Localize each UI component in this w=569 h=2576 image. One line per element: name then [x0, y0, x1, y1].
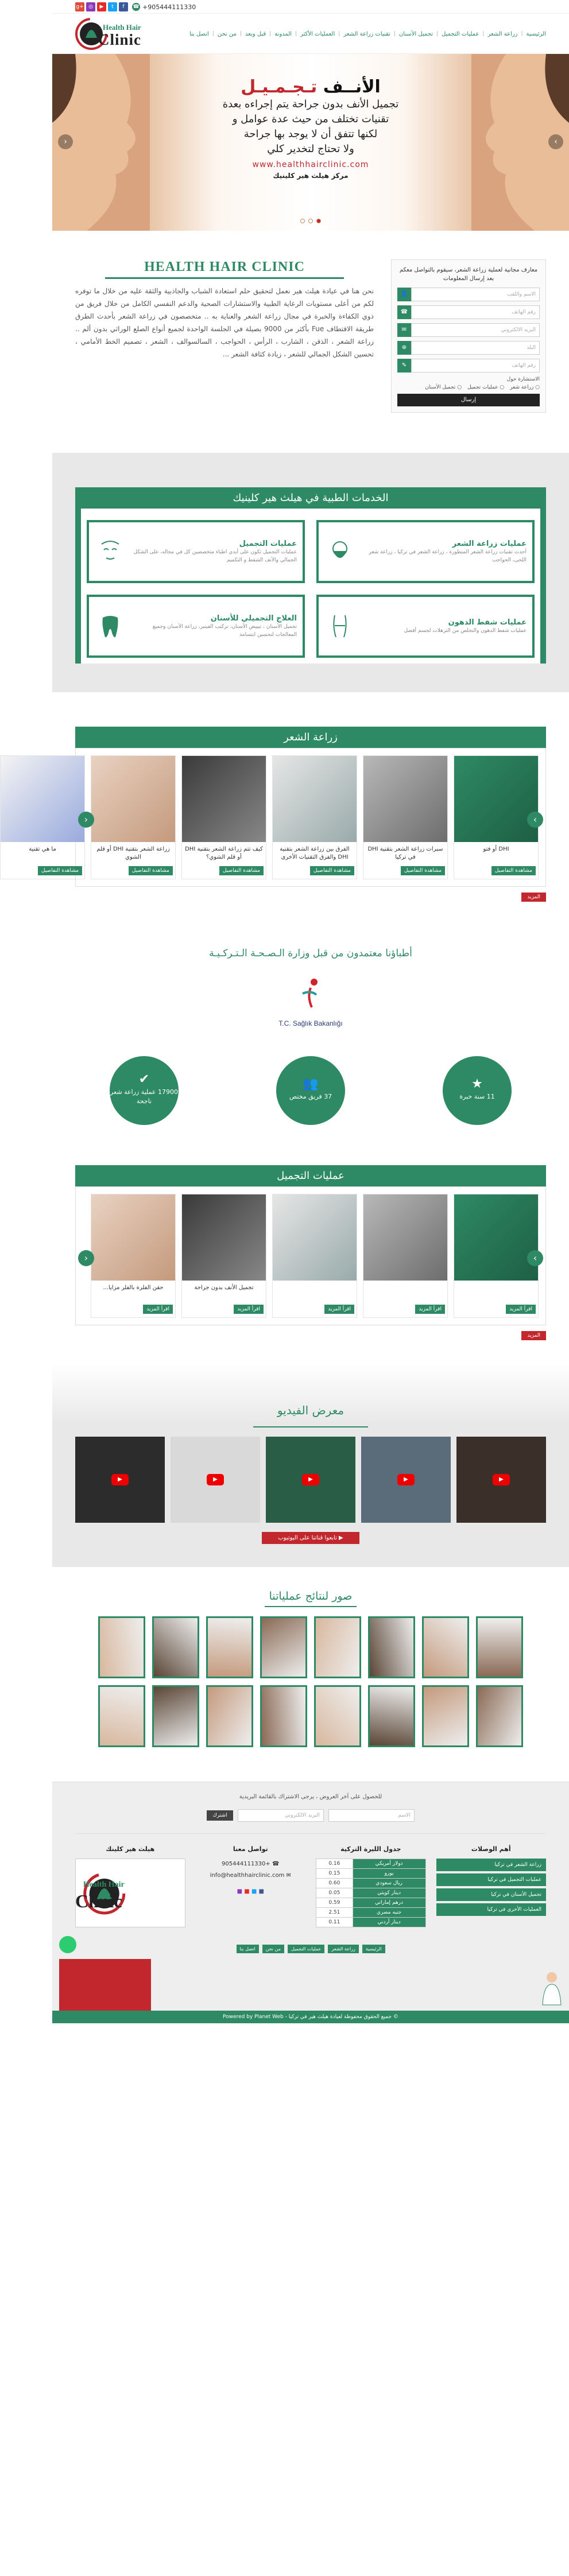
stat-circle	[276, 1056, 345, 1125]
facebook-icon[interactable]: ■	[258, 1888, 264, 1895]
logo-line2: Clinic	[98, 31, 142, 48]
card-image	[454, 756, 538, 842]
hair-more-button[interactable]: المزيد	[521, 893, 546, 902]
form-input[interactable]: الاسم واللقب	[411, 288, 540, 301]
carousel-card[interactable]	[454, 755, 539, 879]
phone-link[interactable]: ☎ +905444111330	[133, 3, 196, 11]
service-description: عمليات شفط الدهون والتخلص من الترهلات لجسم أفضل	[404, 627, 527, 634]
nav-item[interactable]: المدونة	[274, 30, 292, 37]
result-photo[interactable]	[98, 1685, 145, 1747]
footer-bottom-link[interactable]: عمليات التجميل	[288, 1945, 324, 1953]
about-title: HEALTH HAIR CLINIC	[144, 259, 305, 274]
card-image	[182, 756, 266, 842]
carousel-prev-arrow[interactable]: ‹	[78, 1250, 94, 1266]
currency-name: دولار أمريكي	[353, 1859, 425, 1869]
card-image	[91, 1194, 175, 1281]
card-image	[91, 756, 175, 842]
logo-line1: Health Hair	[103, 23, 141, 32]
results-divider	[265, 1606, 357, 1607]
header	[52, 14, 569, 54]
card-detail-button[interactable]: اقرأ المزيد	[143, 1305, 173, 1314]
facebook-icon[interactable]: f	[119, 2, 128, 11]
result-photo[interactable]	[314, 1685, 361, 1747]
stats-row	[75, 1056, 546, 1125]
newsletter-name-input[interactable]: الاسم	[328, 1809, 415, 1822]
logo[interactable]	[75, 16, 156, 52]
stat-text: 11 سنة خبرة	[459, 1093, 495, 1100]
footer-bottom-link[interactable]: من نحن	[262, 1945, 284, 1953]
footer-logo	[76, 1859, 185, 1928]
stat-circle	[443, 1056, 512, 1125]
footer-contact-column: تواصل معنا ☎ +905444111330 ✉ info@healthhairclinic.com ■ ■ ■ ■	[196, 1845, 306, 1898]
play-icon[interactable]: ▶	[302, 1474, 319, 1485]
nav-item[interactable]: تجميل الأسنان	[398, 30, 433, 37]
card-title: كيف تتم زراعة الشعر بتقنية DHI أو قلم الشوي؟	[185, 846, 263, 860]
hair-carousel	[29, 748, 546, 887]
hero-title: الأنــف تـجـمـيـل	[241, 77, 381, 97]
result-photo[interactable]	[206, 1616, 253, 1678]
result-photo[interactable]	[368, 1616, 415, 1678]
form-choice-radio[interactable]: ○ عمليات تجميل	[467, 385, 505, 390]
service-description: أحدث تقنيات زراعة الشعر المتطورة ، زراعة الشعر في تركيا ، زراعة شعر اللحى، الحواجب	[369, 549, 527, 563]
service-description: عمليات التجميل تكون على أيدي اطباء متخصصين كل في مجاله، على الشكل الجمالي والأنف الشفط و التكميم	[133, 549, 297, 563]
phone-icon: ☎	[397, 305, 411, 319]
form-note: الاستشارة حول	[506, 377, 540, 382]
age-icon: ✎	[397, 359, 411, 373]
about-divider	[105, 277, 344, 279]
footer-bottom-links	[75, 1939, 546, 1959]
currency-row	[316, 1879, 426, 1888]
hero-line: لكنها تتفق أن لا يوجد بها جراحة	[243, 128, 378, 140]
carousel-next-arrow[interactable]: ›	[527, 1250, 543, 1266]
card-image	[182, 1194, 266, 1281]
play-icon[interactable]: ▶	[111, 1474, 129, 1485]
currency-row	[316, 1888, 426, 1898]
footer-phone[interactable]: ☎ +905444111330	[222, 1861, 280, 1867]
hair-carousel-title: زراعة الشعر	[75, 727, 546, 748]
doctors-section	[52, 925, 569, 1045]
card-detail-button[interactable]: مشاهدة التفاصيل	[219, 866, 264, 875]
result-photo[interactable]	[422, 1616, 469, 1678]
nav-separator: |	[269, 31, 272, 37]
nav-separator: |	[338, 31, 340, 37]
svg-text:Clinic: Clinic	[75, 1891, 122, 1911]
promo-badge[interactable]	[59, 1959, 151, 2011]
form-input[interactable]: البلد	[411, 341, 540, 355]
service-description: تجميل الأسنان ، تبييض الأسنان، تركيب الفينير، زراعة الأسنان وجميع المعالجات لتحسين ابتسامة	[152, 623, 297, 638]
newsletter-form	[75, 1803, 546, 1834]
cosmetic-carousel-title: عمليات التجميل	[75, 1165, 546, 1186]
hero-next-arrow[interactable]: ›	[548, 134, 563, 149]
card-title: DHI أو فتو	[483, 846, 509, 852]
footer-link[interactable]: زراعة الشعر في تركيا	[436, 1859, 547, 1871]
instagram-icon[interactable]: ■	[237, 1888, 243, 1895]
footer-link[interactable]: العمليات الأخرى في تركيا	[436, 1903, 547, 1916]
card-detail-button[interactable]: مشاهدة التفاصيل	[491, 866, 536, 875]
play-icon[interactable]: ▶	[207, 1474, 224, 1485]
footer-link[interactable]: تجميل الأسنان في تركيا	[436, 1888, 547, 1901]
youtube-icon[interactable]: ■	[244, 1888, 250, 1895]
currency-name: ريال سعودي	[353, 1879, 425, 1888]
nav-separator: |	[212, 31, 214, 37]
currency-row	[316, 1859, 426, 1869]
hero-line: تقنيات تختلف من حيث عدة عوامل و	[232, 113, 389, 125]
body-icon	[324, 611, 355, 642]
result-photo[interactable]	[152, 1685, 199, 1747]
newsletter-email-input[interactable]: البريد الالكتروني	[238, 1809, 324, 1822]
footer-link[interactable]: عمليات التجميل في تركيا	[436, 1873, 547, 1886]
twitter-icon[interactable]: ■	[251, 1888, 257, 1895]
services-grid	[87, 509, 535, 658]
svg-text:Health Hair: Health Hair	[83, 1880, 125, 1889]
tooth-icon	[95, 611, 126, 642]
submit-button[interactable]: إرسال	[397, 394, 540, 406]
form-choice-radio[interactable]: ○ تجميل الأسنان	[425, 385, 462, 390]
form-row	[397, 288, 540, 301]
hero-line: ولا تحتاج لتخدير كلي	[267, 143, 354, 155]
ministry-logo	[270, 968, 351, 1031]
nav-item[interactable]: الرئيسية	[526, 30, 546, 37]
card-title: سبرات زراعة الشعر بتقنية DHI في تركيا	[367, 846, 443, 860]
carousel-card[interactable]	[363, 755, 448, 879]
carousel-card[interactable]	[181, 1194, 266, 1318]
result-photo[interactable]	[260, 1685, 307, 1747]
video-thumbnail[interactable]	[456, 1437, 546, 1523]
team-icon: 👥	[303, 1077, 319, 1091]
nav-separator: |	[436, 31, 439, 37]
twitter-icon[interactable]: t	[108, 2, 117, 11]
card-detail-button[interactable]: مشاهدة التفاصيل	[129, 866, 173, 875]
nav-separator: |	[239, 31, 242, 37]
video-thumbnail[interactable]	[75, 1437, 165, 1523]
footer-bottom-link[interactable]: اتصل بنا	[237, 1945, 259, 1953]
footer-contact	[196, 1859, 306, 1898]
card-detail-button[interactable]: اقرأ المزيد	[506, 1305, 536, 1314]
card-title	[454, 1281, 538, 1305]
hero-prev-arrow[interactable]: ‹	[58, 134, 73, 149]
form-input[interactable]: رقم الهاتف	[411, 305, 540, 319]
instagram-icon[interactable]: ◎	[86, 2, 95, 11]
services-title: الخدمات الطبية في هيلث هير كلينيك	[233, 492, 389, 504]
main-nav	[189, 31, 546, 37]
about-section	[52, 231, 569, 453]
service-text	[362, 540, 527, 564]
google-plus-icon[interactable]: g+	[75, 2, 84, 11]
result-photo[interactable]	[152, 1616, 199, 1678]
hero-dot[interactable]	[300, 219, 305, 223]
nav-separator: |	[482, 31, 485, 37]
service-text	[133, 614, 297, 639]
nav-separator: |	[393, 31, 396, 37]
nav-item[interactable]: اتصل بنا	[189, 30, 209, 37]
form-fields	[397, 288, 540, 373]
currency-value: 2.51	[316, 1908, 353, 1918]
form-input[interactable]: رقم الهاتف	[411, 359, 540, 373]
carousel-card[interactable]	[91, 1194, 176, 1318]
currency-row	[316, 1918, 426, 1927]
youtube-button[interactable]: ▶ تابعوا قناتنا على اليوتيوب	[262, 1532, 359, 1544]
star-icon: ★	[471, 1077, 483, 1091]
carousel-card[interactable]	[454, 1194, 539, 1318]
card-image	[363, 1194, 447, 1281]
service-card[interactable]	[316, 595, 535, 658]
currency-name: دينار أردني	[353, 1918, 425, 1927]
about-text-block	[75, 259, 374, 413]
nav-item[interactable]: عمليات التجميل	[442, 30, 479, 37]
form-row	[397, 305, 540, 319]
footer-rates-column: جدول الليرة التركية دولار أمريكي 0.16 يورو 0.15 ريال سعودي 0.60 دينار كويتي 0.05 درهم إماراتي 0.59 جنيه مصري 2.51 دينار أردني 0.11	[316, 1845, 426, 1927]
card-detail-button[interactable]: اقرأ المزيد	[324, 1305, 354, 1314]
stat-text: 17900 عملية زراعة شعر ناجحة	[110, 1088, 178, 1105]
hero-dot[interactable]	[308, 219, 313, 223]
video-thumbnail[interactable]	[171, 1437, 260, 1523]
currency-value: 0.60	[316, 1879, 353, 1888]
result-photo[interactable]	[314, 1616, 361, 1678]
result-photo[interactable]	[260, 1616, 307, 1678]
carousel-prev-arrow[interactable]: ‹	[78, 812, 94, 828]
services-box	[75, 487, 546, 664]
currency-value: 0.59	[316, 1898, 353, 1908]
form-row	[397, 359, 540, 373]
footer-brand-column: هيلث هير كلينك Health Hair Clinic	[75, 1845, 185, 1927]
form-input[interactable]: البريد الالكتروني	[411, 323, 540, 337]
nav-item[interactable]: تقنيات زراعة الشعر	[343, 30, 390, 37]
currency-value: 0.05	[316, 1888, 353, 1898]
footer-bottom-area	[52, 1959, 569, 2011]
email-icon: ✉	[397, 323, 411, 337]
footer-links	[436, 1859, 547, 1916]
card-image	[363, 756, 447, 842]
footer-email[interactable]: ✉ info@healthhairclinic.com	[210, 1872, 291, 1879]
service-title: عمليات التجميل	[239, 539, 297, 548]
face-icon	[95, 536, 126, 567]
hero-dot[interactable]	[316, 219, 321, 223]
stat-circle	[110, 1056, 179, 1125]
result-photo[interactable]	[206, 1685, 253, 1747]
ministry-name: T.C. Sağlık Bakanlığı	[278, 1019, 343, 1027]
card-title	[273, 1281, 357, 1305]
carousel-card[interactable]	[272, 1194, 357, 1318]
cosmetic-more-button[interactable]: المزيد	[521, 1331, 546, 1340]
play-icon[interactable]: ▶	[397, 1474, 415, 1485]
consultation-form	[391, 259, 546, 413]
subscribe-button[interactable]: اشترك	[207, 1810, 233, 1821]
hero-line: تجميل الأنف بدون جراحة يتم إجراءه بعدة	[222, 98, 399, 110]
form-choices	[397, 385, 540, 390]
card-image	[454, 1194, 538, 1281]
cosmetic-carousel-section	[52, 1154, 569, 1363]
carousel-card[interactable]	[91, 755, 176, 879]
youtube-icon[interactable]: ▶	[97, 2, 106, 11]
nav-item[interactable]: من نحن	[217, 30, 237, 37]
currency-table	[316, 1859, 426, 1927]
currency-name: دينار كويتي	[353, 1888, 425, 1898]
nav-item[interactable]: قبل وبعد	[245, 30, 266, 37]
nav-item[interactable]: زراعة الشعر	[487, 30, 518, 37]
card-image	[273, 1194, 357, 1281]
service-card[interactable]	[87, 520, 305, 583]
nav-separator: |	[295, 31, 297, 37]
video-list	[75, 1437, 546, 1523]
play-icon[interactable]: ▶	[493, 1474, 510, 1485]
card-title	[363, 1281, 447, 1305]
service-card[interactable]	[316, 520, 535, 583]
result-photo[interactable]	[98, 1616, 145, 1678]
video-thumbnail[interactable]	[361, 1437, 451, 1523]
results-title: صور لنتائج عملياتنا	[269, 1590, 353, 1603]
about-paragraph: نحن هنا في عيادة هيلث هير نعمل لتحقيق حلم استعادة الشباب والجاذبية والثقة عليه من خلال ما توفره لكم من أعلى مستويات الرعاية الطبية والاستشارات الصحية والدعم النفسي الكامل من خلال فريق من ذوي الكفاءة والخبرة في مجال زراعة الشعر والعناية به .. متخصصون في زراعة الشعر بأحدث الطرق طريقة الاقتطاف Fue بأكثر من 9000 بصيلة في الجلسة الواحدة لجميع أنواع الصلع الوراثي بدون ألم .. زراعة الشعر ، الذقن ، الشارب ، الرأس ، الحواجب ، السالسوالف ، الشعر ، تصميم الخط الأمامي ، تحسين الشكل الجمالي للشعر ، زيادة كثافة الشعر ...	[75, 287, 374, 358]
copyright: © جميع الحقوق محفوظة لعيادة هيلث هير في تركيا - Powered by Planet Web	[52, 2011, 569, 2023]
currency-row	[316, 1898, 426, 1908]
services-section	[52, 453, 569, 692]
card-detail-button[interactable]: اقرأ المزيد	[415, 1305, 445, 1314]
nav-separator: |	[521, 31, 523, 37]
hero-subtitle: مركز هيلث هير كلينيك	[273, 172, 349, 180]
footer-links-column: أهم الوصلات زراعة الشعر في تركيا عمليات التجميل في تركيا تجميل الأسنان في تركيا العمليات الأخرى في تركيا	[436, 1845, 547, 1918]
card-detail-button[interactable]: مشاهدة التفاصيل	[310, 866, 354, 875]
footer-bottom-link[interactable]: الرئيسية	[362, 1945, 385, 1953]
carousel-card[interactable]	[181, 755, 266, 879]
doctors-title: أطباؤنا معتمدون من قبل وزارة الـصـحـة الـتـركـيـة	[209, 948, 412, 959]
carousel-card[interactable]	[272, 755, 357, 879]
services-band	[52, 453, 569, 487]
newsletter-text: للحصول على آخر العروض ، يرجى الاشتراك بالقائمة البريدية	[239, 1794, 382, 1800]
currency-name: درهم إماراتي	[353, 1898, 425, 1908]
result-photo[interactable]	[368, 1685, 415, 1747]
form-row	[397, 341, 540, 355]
card-title: الفرق بين زراعة الشعر بتقنية DHI والفرق التقنيات الأخرى	[280, 846, 350, 860]
footer-social	[196, 1886, 306, 1898]
youtube-icon: ▶	[336, 1535, 343, 1541]
card-detail-button[interactable]: مشاهدة التفاصيل	[401, 866, 445, 875]
currency-value: 0.15	[316, 1869, 353, 1879]
topbar	[52, 0, 569, 14]
carousel-card[interactable]	[363, 1194, 448, 1318]
globe-icon: ⊕	[397, 341, 411, 355]
card-title: ما هي تقنية	[29, 846, 56, 852]
user-icon: 👤	[397, 288, 411, 301]
beard-icon	[324, 536, 355, 567]
card-detail-button[interactable]: مشاهدة التفاصيل	[38, 866, 82, 875]
card-image	[1, 756, 84, 842]
service-title: عمليات شفط الدهون	[448, 618, 527, 627]
video-title: معرض الفيديو	[277, 1403, 345, 1417]
result-photo[interactable]	[476, 1685, 523, 1747]
form-row	[397, 323, 540, 337]
footer-bottom-link[interactable]: زراعة الشعر	[328, 1945, 359, 1953]
social-links	[75, 2, 130, 11]
hero-dots	[52, 218, 569, 225]
service-title: عمليات زراعة الشعر	[452, 539, 527, 548]
chat-assistant-icon[interactable]	[540, 1970, 563, 2005]
service-text	[362, 618, 527, 635]
card-title: زراعة الشعر بتقنية DHI أو قلم الشوي	[96, 846, 170, 860]
nav-item[interactable]: العمليات الأكثر	[300, 30, 335, 37]
form-heading: معارف مجانية لعملية زراعة الشعر، سيقوم بالتواصل معكم بعد إرسال المعلومات	[399, 267, 538, 282]
check-icon: ✔	[138, 1072, 150, 1087]
results-grid	[75, 1616, 546, 1747]
currency-row	[316, 1908, 426, 1918]
services-inner	[81, 509, 540, 664]
hero-text	[150, 77, 471, 180]
hero-lines	[150, 97, 471, 157]
currency-value: 0.16	[316, 1859, 353, 1869]
currency-row	[316, 1869, 426, 1879]
service-card[interactable]	[87, 595, 305, 658]
footer-logo-box	[75, 1859, 185, 1927]
currency-name: يورو	[353, 1869, 425, 1879]
carousel-card[interactable]	[0, 755, 85, 879]
hero-url: www.healthhairclinic.com	[252, 160, 369, 169]
hair-carousel-section	[29, 692, 569, 925]
currency-value: 0.11	[316, 1918, 353, 1927]
result-photo[interactable]	[422, 1685, 469, 1747]
result-photo[interactable]	[476, 1616, 523, 1678]
service-text	[133, 540, 297, 564]
results-section	[52, 1567, 569, 1782]
card-detail-button[interactable]: اقرأ المزيد	[234, 1305, 264, 1314]
video-section	[52, 1363, 569, 1567]
footer-columns	[75, 1834, 546, 1939]
hero-slider	[52, 54, 569, 231]
card-title: حقن الفلرة بالفلر مزايا...	[103, 1285, 164, 1291]
cosmetic-carousel	[75, 1186, 546, 1325]
carousel-next-arrow[interactable]: ›	[527, 812, 543, 828]
phone-icon: ☎	[133, 4, 140, 10]
whatsapp-icon[interactable]	[59, 1936, 76, 1953]
stat-text: 37 فريق مختص	[289, 1093, 332, 1100]
card-title: تجميل الأنف بدون جراحة	[194, 1285, 254, 1291]
form-choice-radio[interactable]: ○ زراعة شعر	[510, 385, 540, 390]
video-divider	[253, 1426, 368, 1427]
stats-section	[52, 1045, 569, 1154]
currency-name: جنيه مصري	[353, 1908, 425, 1918]
footer	[52, 1782, 569, 2023]
card-image	[273, 756, 357, 842]
service-title: العلاج التجميلي للأسنان	[210, 614, 297, 623]
video-thumbnail[interactable]	[266, 1437, 355, 1523]
